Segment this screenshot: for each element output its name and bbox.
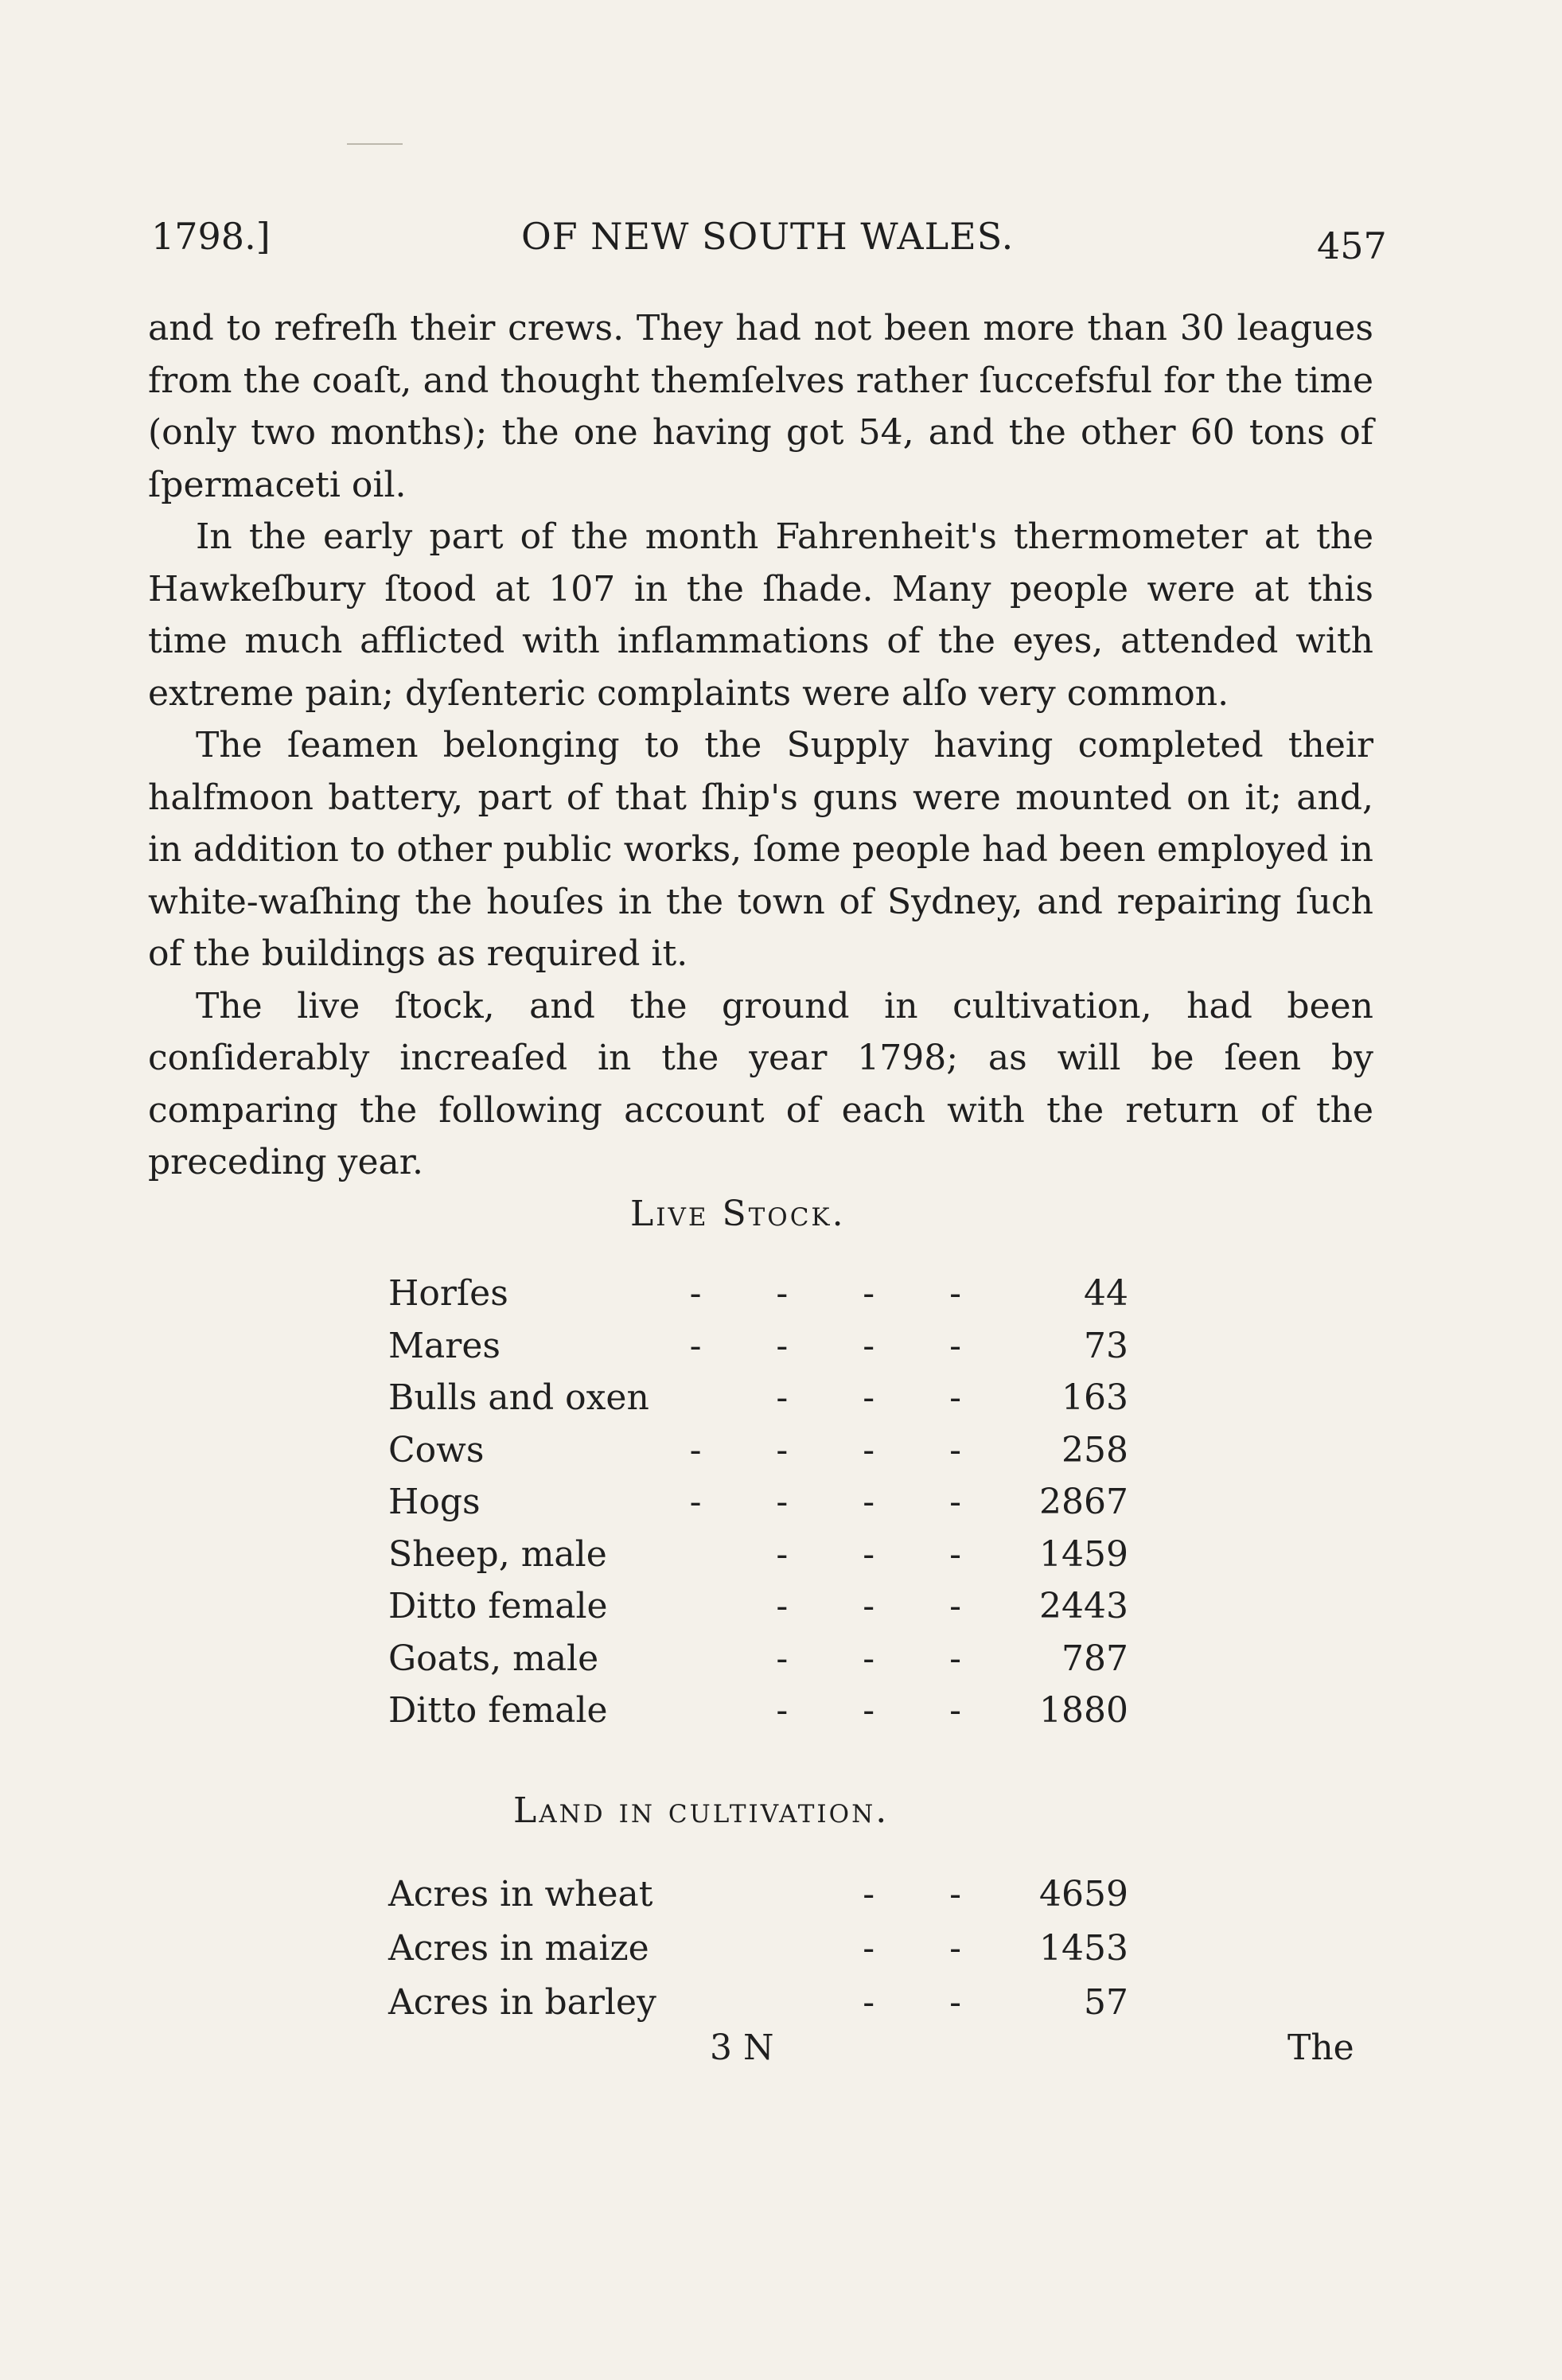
leader-dashes: - - - - [689, 1273, 961, 1314]
live-stock-title: Live Stock. [630, 1194, 846, 1234]
leader-dashes: - - - [776, 1533, 961, 1575]
row-value: 2443 [1039, 1586, 1128, 1626]
paragraph-1: and to refreſh their crews. They had not been more than 30 leagues from the coaſt, and thought themſelves rather ſuccefsful for the time (only two months); the one having got 54, and the other 60 tons of ſpermaceti oil. [148, 308, 1373, 505]
row-value: 44 [1084, 1273, 1128, 1314]
row-value: 57 [1084, 1982, 1128, 2023]
leader-dashes: - - [863, 1928, 961, 1969]
running-header [0, 207, 1562, 267]
row-value: 787 [1061, 1638, 1128, 1679]
row-value: 1880 [1039, 1690, 1128, 1731]
table-row [388, 1377, 1128, 1430]
leader-dashes: - - - - [689, 1429, 961, 1470]
table-row [388, 1638, 1128, 1691]
table-row [388, 1928, 1128, 1982]
table-row [388, 1874, 1128, 1928]
row-value: 163 [1061, 1377, 1128, 1418]
page-number: 457 [1317, 224, 1387, 267]
live-stock-table [388, 1273, 1128, 1743]
row-label: Cows [388, 1429, 485, 1470]
leader-dashes: - - - - [689, 1482, 961, 1522]
row-value: 258 [1061, 1429, 1128, 1470]
table-row [388, 1534, 1128, 1587]
table-row [388, 1430, 1128, 1482]
header-title: OF NEW SOUTH WALES. [521, 215, 1015, 258]
row-label: Horſes [388, 1273, 508, 1314]
row-label: Acres in maize [388, 1928, 649, 1969]
row-value: 73 [1084, 1325, 1128, 1366]
leader-dashes: - - - [776, 1690, 961, 1731]
row-label: Mares [388, 1325, 501, 1366]
leader-dashes: - - [863, 1982, 961, 2023]
body-text [148, 302, 1373, 1189]
leader-dashes: - - - [776, 1638, 961, 1679]
table-row [388, 1482, 1128, 1534]
table-row [388, 1273, 1128, 1326]
land-title: Land in cultivation. [513, 1790, 890, 1831]
row-label: Goats, male [388, 1638, 599, 1679]
land-table [388, 1874, 1128, 2036]
row-label: Ditto female [388, 1690, 608, 1731]
row-value: 1453 [1039, 1928, 1128, 1969]
row-value: 2867 [1039, 1482, 1128, 1522]
row-label: Acres in wheat [388, 1874, 653, 1915]
header-year: 1798.] [151, 215, 271, 258]
table-row [388, 1326, 1128, 1378]
row-label: Sheep, male [388, 1533, 607, 1575]
leader-dashes: - - - - [689, 1325, 961, 1366]
row-value: 4659 [1039, 1874, 1128, 1915]
leader-dashes: - - [863, 1874, 961, 1915]
top-rule [347, 143, 403, 145]
paragraph-2: In the early part of the month Fahrenheit's thermometer at the Hawkeſbury ſtood at 107 in the ſhade. Many people were at this time much afflicted with inflammations of the eyes, attended with extreme pain; dyſenteric complaints were alſo very common. [148, 516, 1373, 714]
leader-dashes: - - - [776, 1377, 961, 1418]
catchword: The [1287, 2027, 1354, 2068]
table-row [388, 1690, 1128, 1743]
signature-mark: 3 N [710, 2027, 774, 2068]
table-row [388, 1586, 1128, 1638]
row-label: Bulls and oxen [388, 1377, 649, 1418]
leader-dashes: - - - [776, 1586, 961, 1626]
row-label: Acres in barley [388, 1982, 656, 2023]
row-label: Ditto female [388, 1586, 608, 1626]
paragraph-3: The ſeamen belonging to the Supply having completed their halfmoon battery, part of that ſhip's guns were mounted on it; and, in addition to other public works, ſome people had been employed in white-waſhing the houſes in the town of Sydney, and repairing ſuch of the buildings as required it. [148, 725, 1373, 974]
paragraph-4: The live ſtock, and the ground in cultivation, had been conſiderably increaſed in the year 1798; as will be ſeen by comparing the following account of each with the return of the preceding year. [148, 985, 1373, 1182]
row-value: 1459 [1039, 1533, 1128, 1575]
row-label: Hogs [388, 1482, 481, 1522]
